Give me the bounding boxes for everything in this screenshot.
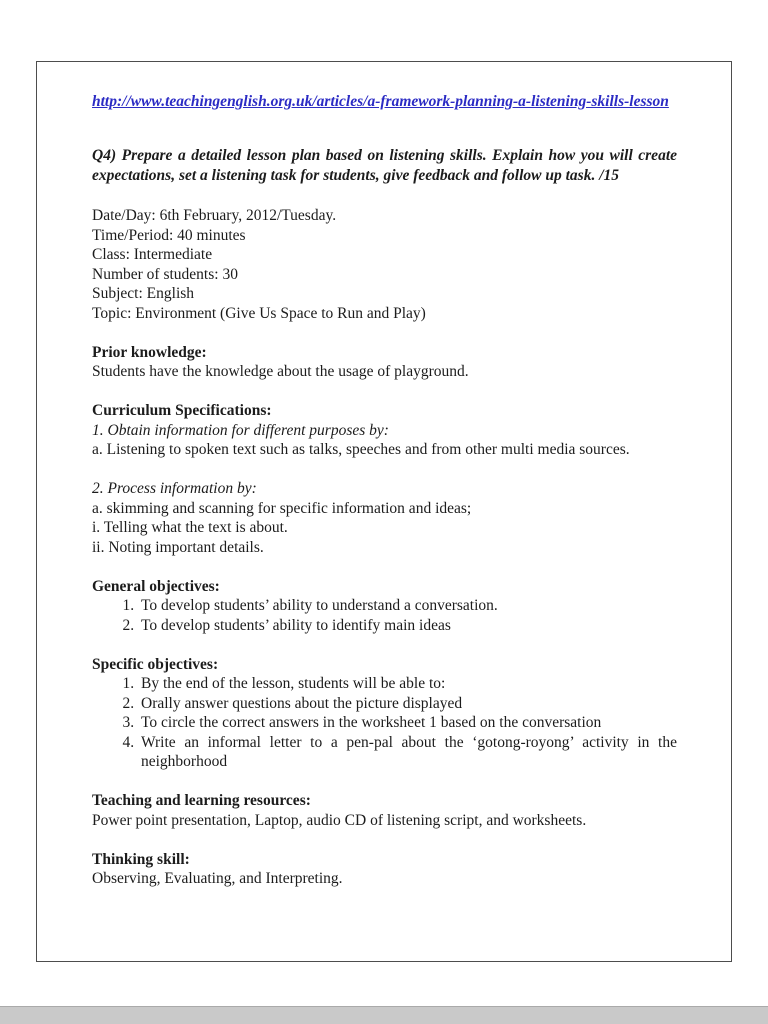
thinking-skill-section bbox=[92, 850, 677, 889]
curriculum-item-1a: a. Listening to spoken text such as talks, speeches and from other multi media sources. bbox=[92, 441, 630, 458]
list-item: 3. To circle the correct answers in the worksheet 1 based on the conversation bbox=[138, 713, 677, 733]
lesson-meta bbox=[92, 206, 677, 323]
general-objectives-list bbox=[92, 596, 677, 635]
meta-date-day: Date/Day: 6th February, 2012/Tuesday. bbox=[92, 207, 337, 224]
curriculum-heading: Curriculum Specifications: bbox=[92, 402, 272, 419]
general-objectives-section bbox=[92, 577, 677, 636]
meta-time-period: Time/Period: 40 minutes bbox=[92, 226, 246, 244]
resources-section bbox=[92, 791, 677, 830]
list-item: 1. By the end of the lesson, students will be able to: bbox=[138, 674, 677, 694]
curriculum-item-1-title: 1. Obtain information for different purposes by: bbox=[92, 421, 389, 439]
resources-heading: Teaching and learning resources: bbox=[92, 792, 311, 809]
prior-knowledge-section bbox=[92, 343, 677, 382]
specific-objectives-heading: Specific objectives: bbox=[92, 655, 219, 673]
list-item: 2. To develop students’ ability to identify main ideas bbox=[138, 616, 677, 636]
list-item: 2. Orally answer questions about the picture displayed bbox=[138, 694, 677, 714]
curriculum-section bbox=[92, 401, 677, 557]
curriculum-item-2a: a. skimming and scanning for specific information and ideas; bbox=[92, 499, 472, 517]
meta-students: Number of students: 30 bbox=[92, 265, 238, 283]
list-item: 4. Write an informal letter to a pen-pal about the ‘gotong-royong’ activity in the neighborhood bbox=[138, 733, 677, 772]
page-content bbox=[37, 62, 731, 889]
meta-class: Class: Intermediate bbox=[92, 246, 213, 263]
meta-subject: Subject: English bbox=[92, 285, 195, 302]
thinking-skill-heading: Thinking skill: bbox=[92, 850, 190, 868]
specific-objectives-section bbox=[92, 655, 677, 772]
prior-knowledge-heading: Prior knowledge: bbox=[92, 343, 207, 361]
curriculum-item-2ii: ii. Noting important details. bbox=[92, 538, 264, 556]
thinking-skill-text: Observing, Evaluating, and Interpreting. bbox=[92, 870, 343, 887]
article-link[interactable]: http://www.teachingenglish.org.uk/articles/a-framework-planning-a-listening-skills-lesson bbox=[92, 93, 669, 110]
specific-objectives-list bbox=[92, 674, 677, 772]
curriculum-item-2-title: 2. Process information by: bbox=[92, 480, 257, 497]
page-separator bbox=[0, 1006, 768, 1024]
resources-text: Power point presentation, Laptop, audio CD of listening script, and worksheets. bbox=[92, 811, 587, 829]
curriculum-item-2i: i. Telling what the text is about. bbox=[92, 519, 288, 536]
prior-knowledge-text: Students have the knowledge about the usage of playground. bbox=[92, 363, 469, 380]
blank-line bbox=[92, 460, 677, 480]
meta-topic: Topic: Environment (Give Us Space to Run and Play) bbox=[92, 304, 426, 322]
general-objectives-heading: General objectives: bbox=[92, 577, 220, 595]
document-page bbox=[36, 61, 732, 962]
list-item: 1. To develop students’ ability to understand a conversation. bbox=[138, 596, 677, 616]
question-text: Q4) Prepare a detailed lesson plan based on listening skills. Explain how you will create expectations, set a listening task for students, give feedback and follow up task. /15 bbox=[92, 147, 677, 184]
link-paragraph bbox=[92, 91, 677, 112]
